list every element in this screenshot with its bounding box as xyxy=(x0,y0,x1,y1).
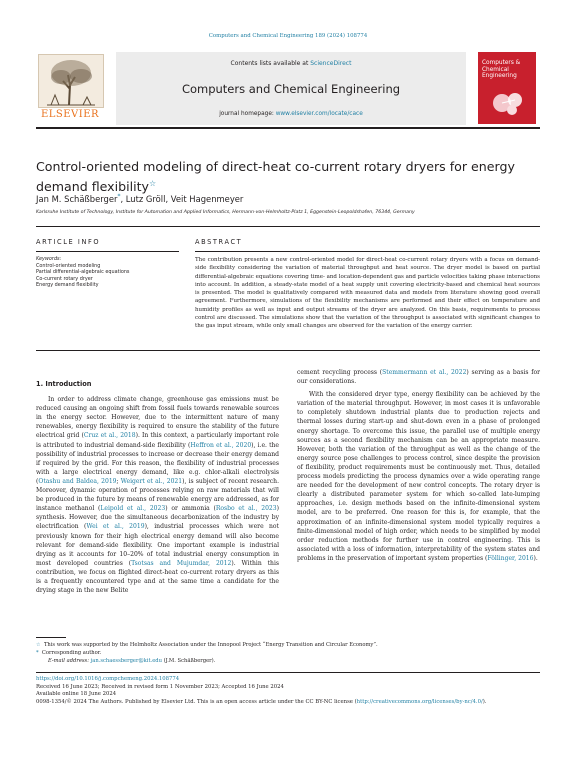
title-divider xyxy=(36,226,540,227)
body-text: ), i.e. the possibility of industrial processes to increase or decrease their energy demand if required by the grid. For this reason, the flexibility of industrial processes with a large electrical energy demand, like e.g. chlor-alkali electrolysis ( xyxy=(36,441,280,485)
author-name[interactable]: Jan M. Schäßberger xyxy=(36,193,118,204)
abstract-rule xyxy=(195,251,540,252)
citation-link[interactable]: Rosbo et al., 2023 xyxy=(215,505,277,513)
author-name[interactable]: Veit Hagenmeyer xyxy=(170,193,244,204)
citation-link[interactable]: Tsotsas and Mujumdar, 2012 xyxy=(131,559,232,567)
doi-link[interactable]: https://doi.org/10.1016/j.compchemeng.2024.108774 xyxy=(36,676,180,682)
article-info-rule xyxy=(36,251,179,252)
abstract-bottom-rule xyxy=(36,350,540,351)
abstract-text: The contribution presents a new control-oriented model for direct-heat co-current rotary dryers with a focus on demand-side flexibility considering the variation of material throughput and heat source. The dryer model is based on partial differential-algebraic equations covering time- and location-dependent gas and particle velocities taking phase interactions into account. In addition, a steady-state model of a heat supply unit covering electricity-based and chemical heat sources is presented. The model is qualitatively compared with measured data and models from literature showing good overall agreement. Furthermore, simulations of the flexibility mechanisms are performed and their effect on temperature and humidity profiles as well as input and output streams of the dryer are analyzed. On this basis, requirements to process control are discussed. The simulations show that the variation of the throughput is associated with significant changes to the gas input stream, while only small changes are observed for the variation of the energy carrier. xyxy=(195,257,540,330)
corresponding-author-mark[interactable]: * xyxy=(117,193,121,200)
homepage-link[interactable]: www.elsevier.com/locate/cace xyxy=(275,111,363,117)
masthead xyxy=(36,52,540,129)
footnotes xyxy=(36,641,540,665)
journal-masthead xyxy=(116,52,466,125)
keyword: Control-oriented modeling xyxy=(36,262,101,269)
citation-link[interactable]: Weigert et al., 2021 xyxy=(120,477,183,485)
license-line xyxy=(36,699,540,707)
cover-title: Computers & Chemical Engineering xyxy=(482,60,521,80)
keyword: Energy demand flexibility xyxy=(36,282,99,289)
body-text: cement recycling process ( xyxy=(297,369,383,376)
citation-link[interactable]: Leipold et al., 2023 xyxy=(100,505,166,513)
body-text: ) synthesis. However, due the simultaneous decarbonization of the industry by electrification ( xyxy=(36,505,279,531)
elsevier-wordmark: ELSEVIER xyxy=(40,109,100,120)
journal-name: Computers and Chemical Engineering xyxy=(181,82,401,96)
title-footnote-mark[interactable]: ☆ xyxy=(149,179,157,188)
abstract-heading: ABSTRACT xyxy=(195,238,243,246)
publication-info xyxy=(36,676,540,707)
journal-citation[interactable]: Computers and Chemical Engineering 189 (2024) 108774 xyxy=(208,33,368,39)
footnote-funding xyxy=(36,641,540,649)
footnote-email xyxy=(36,657,540,665)
sciencedirect-link[interactable]: ScienceDirect xyxy=(310,60,352,67)
license-suffix: ). xyxy=(482,699,487,706)
body-text: ). In this context, a particularly important role is attributed to industrial demand-side flexibility ( xyxy=(36,432,279,449)
article-title-text: Control-oriented modeling of direct-heat co-current rotary dryers for energy demand flexibility xyxy=(36,159,515,195)
footnote-mark: * xyxy=(36,650,39,656)
article-history: Received 16 June 2023; Received in revised form 1 November 2023; Accepted 16 June 2024 xyxy=(36,683,284,690)
email-label: E-mail address: xyxy=(48,658,89,664)
body-text: ), is subject of recent research. Moreover, dynamic operation of processes relying on raw materials that will be produced in the future by means of renewable energy are addressed, as for instance methanol ( xyxy=(36,477,280,513)
citation-link[interactable]: Heffron et al., 2020 xyxy=(190,441,252,449)
keywords-block xyxy=(36,256,179,289)
citation-link[interactable]: Otashu and Baldea, 2019 xyxy=(38,477,117,485)
keyword: Partial differential-algebraic equations xyxy=(36,269,130,276)
footnote-rule xyxy=(36,637,66,638)
body-text: ). xyxy=(533,554,538,562)
pubinfo-divider xyxy=(36,672,540,673)
homepage-prefix: journal homepage: xyxy=(219,111,276,117)
online-date: Available online 18 June 2024 xyxy=(36,691,117,698)
citation-link[interactable]: Stemmermann et al., 2022 xyxy=(382,369,467,376)
footnote-funding-text: This work was supported by the Helmholtz Association under the Innopool Project “Energy Transition and Circular Economy”. xyxy=(43,642,378,648)
body-text: ), industrial processes which were not previously known for their high electrical energy demand will also become relevant for demand-side flexibility. One important example is industrial drying as it accounts for 10–20% of total industrial energy consumption in most developed countries ( xyxy=(36,523,279,567)
journal-cover[interactable] xyxy=(478,52,536,124)
intro-paragraph xyxy=(36,395,279,595)
article-title xyxy=(36,158,540,195)
body-text: ) or ammonia ( xyxy=(165,505,216,513)
article-info-heading: ARTICLE INFO xyxy=(36,238,101,246)
license-text: 0098-1354/© 2024 The Authors. Published by Elsevier Ltd. This is an open access article under the CC BY-NC license ( xyxy=(36,699,357,706)
footnote-mark: ☆ xyxy=(36,642,41,648)
author-list: Jan M. Schäßberger*, Lutz Gröll, Veit Hagenmeyer xyxy=(36,193,244,204)
footnote-corresponding-text: Corresponding author. xyxy=(41,650,102,656)
elsevier-tree-icon xyxy=(38,54,104,108)
keywords-label: Keywords: xyxy=(36,256,62,262)
contents-prefix: Contents lists available at xyxy=(230,60,311,67)
email-link[interactable]: jan.schaessberger@kit.edu xyxy=(90,658,162,664)
section-heading-introduction: 1. Introduction xyxy=(36,380,92,388)
body-column-right xyxy=(297,368,540,563)
citation-link[interactable]: Wei et al., 2019 xyxy=(86,523,145,531)
body-text: ) serving as a basis for our considerations. xyxy=(297,369,540,386)
elsevier-logo[interactable] xyxy=(36,52,104,122)
contents-line xyxy=(116,60,466,67)
body-text: With the considered dryer type, energy flexibility can be achieved by the variation of the material throughput. However, in most cases it is unfavorable to completely shutdown industrial plants due to production rejects and thermal losses during start-up and shut-down even in a phase of prolonged energy shortage. To overcome this issue, the parallel use of multiple energy sources as a second flexibility mechanism can be an appropriate measure. However, both the variation of the throughput as well as the change of the energy source pose challenges to process control, since despite the provision of flexibility, product requirements must be continuously met. Thus, detailed process models predicting the process dynamics over a wide operating range are needed for the development of new control concepts. The rotary dryer is clearly a distributed parameter system for which so-called late-lumping approaches, i.e. design methods based on the infinite-dimensional system model, are to be preferred. One reason for this is, for example, that the approximation of an infinite-dimensional system model typically requires a finite-dimensional model of high order, which needs to be simplified by model order reduction methods for further use in control engineering. This is associated with a loss of information, interpretability of the system states and problems in the preservation of important system properties ( xyxy=(297,391,540,562)
intro-paragraph xyxy=(297,390,540,563)
citation-link[interactable]: Cruz et al., 2018 xyxy=(83,432,136,440)
keyword: Co-current rotary dryer xyxy=(36,275,93,282)
body-text: ; xyxy=(116,477,121,485)
license-link[interactable]: http://creativecommons.org/licenses/by-nc/4.0/ xyxy=(356,699,483,706)
affiliation: Karlsruhe Institute of Technology, Institute for Automation and Applied Informatics, Hermann-von-Helmholtz-Platz 1, Eggenstein-Leopoldshafen, 76344, Germany xyxy=(36,210,415,215)
cover-molecule-icon xyxy=(488,88,528,118)
body-text: ). Within this contribution, we focus on flighted direct-heat co-current rotary dryers as this is a frequently encountered type and at the same time a candidate for the drying stage in the new Belite xyxy=(36,559,279,595)
footnote-corresponding xyxy=(36,649,540,657)
intro-paragraph-continued xyxy=(297,368,540,386)
author-name[interactable]: Lutz Gröll xyxy=(125,193,166,204)
email-suffix: (J.M. Schäßberger). xyxy=(161,658,216,664)
citation-link[interactable]: Föllinger, 2016 xyxy=(487,554,534,562)
body-column-left xyxy=(36,380,279,595)
body-text: In order to address climate change, greenhouse gas emissions must be reduced causing an ongoing shift from fossil fuels towards renewable sources in the energy sector. However, due to the intermittent nature of many renewables, energy flexibility is required to ensure the stability of the future electrical grid ( xyxy=(36,396,279,440)
homepage-line xyxy=(116,111,466,117)
